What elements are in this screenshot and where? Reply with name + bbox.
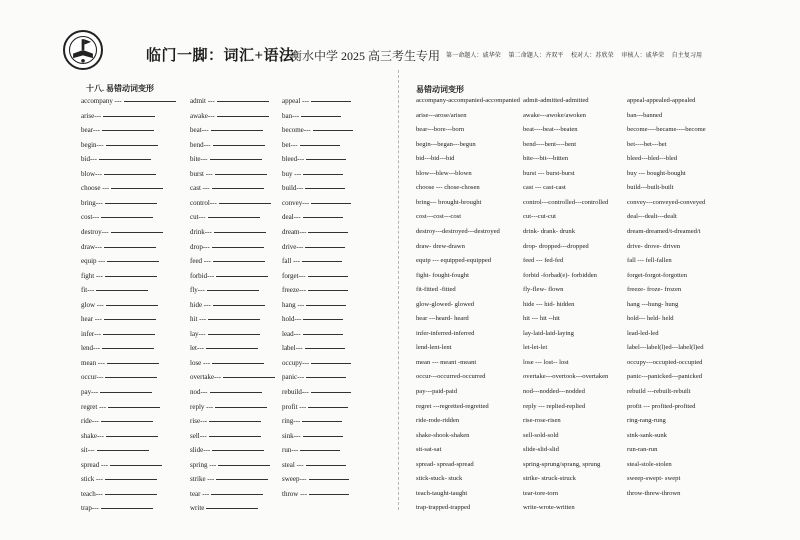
exercise-item: draw--- (81, 242, 156, 252)
exercise-item: sit--- (81, 445, 149, 455)
page-fold (398, 70, 399, 510)
exercise-item: nod--- (190, 387, 262, 397)
answer-item: forbid -forbad(e)- forbidden (523, 271, 597, 279)
answer-item: blow---blew---blown (416, 169, 472, 177)
exercise-item: blow--- (81, 169, 156, 179)
exercise-item: hit --- (190, 314, 260, 324)
exercise-item: throw --- (282, 489, 349, 499)
answer-item: shake-shook-shaken (416, 431, 470, 439)
author-credits (446, 50, 708, 59)
answer-item: trap-trapped-trapped (416, 504, 471, 512)
answer-item: spring-sprung/sprang, sprung (523, 460, 601, 468)
answer-item: ban---banned (627, 111, 663, 119)
answer-item: run-ran-run (627, 446, 658, 454)
exercise-item: let--- (190, 343, 258, 353)
answer-item: deal---dealt---dealt (627, 213, 677, 221)
answer-item: stick-stuck- stuck (416, 475, 463, 483)
exercise-item: infer--- (81, 329, 155, 339)
answer-item: hear ---heard- heard (416, 315, 469, 323)
answer-item: cast --- cast-cast (523, 184, 566, 192)
answer-item: bleed---bled---bled (627, 155, 678, 163)
answer-item: begin---began---begun (416, 140, 476, 148)
answer-item: write-wrote-written (523, 504, 575, 512)
exercise-item: occur--- (81, 372, 157, 382)
exercise-item: bite--- (190, 154, 262, 164)
exercise-item: trap--- (81, 503, 153, 513)
school-logo (63, 30, 103, 70)
answer-item: convey---conveyed-conveyed (627, 198, 706, 206)
exercise-item: choose --- (81, 183, 163, 193)
exercise-item: feed --- (190, 256, 265, 266)
exercise-item: ring--- (282, 416, 342, 426)
answer-item: regret ---regretted-regretted (416, 402, 489, 410)
answer-item: nod---nodded---nodded (523, 388, 585, 395)
exercise-item: fall --- (282, 256, 342, 266)
exercise-item: reply --- (190, 402, 267, 412)
exercise-item: build--- (282, 183, 345, 193)
answer-item: accompany-accompanied-accompanied (416, 97, 520, 104)
exercise-item: fit--- (81, 285, 148, 295)
answer-item: glow-glowed- glowed (416, 300, 475, 308)
exercise-item: cast --- (190, 183, 264, 193)
exercise-item: dream--- (282, 227, 348, 237)
exercise-item: arise--- (81, 111, 155, 121)
exercise-item: bear--- (81, 125, 154, 135)
answer-item: hide --- hid- hidden (523, 300, 575, 308)
answer-item: bring--- brought-brought (416, 198, 482, 206)
exercise-item: strike --- (190, 474, 268, 484)
answer-item: sell-sold-sold (523, 431, 559, 439)
answer-item: freeze- froze- frozen (627, 286, 682, 294)
school-label: 衡水中学 2025 高三考生专用 (290, 49, 441, 63)
exercise-item: panic--- (282, 372, 346, 382)
answer-item: bear---bore---born (416, 126, 465, 134)
answer-item: rebuild ---rebuilt-rebuilt (627, 388, 691, 395)
answer-item: throw-threw-thrown (627, 489, 681, 497)
answer-key-title: 易错动词变形 (416, 85, 464, 94)
answer-item: fall --- fell-fallen (627, 257, 672, 265)
answer-item: drive- drove- driven (627, 242, 681, 250)
exercise-item: bet--- (282, 140, 340, 150)
exercise-item: pay--- (81, 387, 152, 397)
exercise-title: 十八. 易错动词变形 (86, 84, 154, 93)
exercise-item: hear --- (81, 314, 156, 324)
answer-item: hit --- hit --hit (523, 315, 560, 323)
exercise-item: hold--- (282, 314, 343, 324)
answer-item: slide-slid-slid (523, 446, 559, 454)
answer-item: feed --- fed-fed (523, 257, 564, 265)
exercise-item: rebuild--- (282, 387, 351, 397)
answer-item: destroy---destroyed---destroyed (416, 228, 500, 235)
answer-item: lay-laid-laid-laying (523, 329, 574, 337)
answer-item: arise---arose/arisen (416, 111, 467, 119)
answer-item: appeal-appealed-appealed (627, 97, 696, 104)
exercise-item: label--- (282, 343, 345, 353)
answer-item: bite---bit---bitten (523, 155, 569, 163)
exercise-item: fly--- (190, 285, 259, 295)
answer-item: cut---cut-cut (523, 213, 556, 221)
exercise-item: lead--- (282, 329, 343, 339)
exercise-item: forget--- (282, 271, 348, 281)
credit-item: 校对人：苏欣荣 (571, 53, 614, 59)
exercise-item: equip --- (81, 256, 159, 266)
exercise-item: awake--- (190, 111, 269, 121)
credit-item: 第二命题人：齐双平 (508, 53, 564, 59)
answer-item: sweep-swept- swept (627, 475, 681, 483)
exercise-item: cut--- (190, 212, 260, 222)
exercise-item: slide--- (190, 445, 264, 455)
answer-item: lose --- lost-- lost (523, 358, 569, 366)
exercise-item: write (190, 503, 258, 513)
answer-item: ride-rode-ridden (416, 417, 460, 425)
answer-item: label---label(l)ed---label(l)ed (627, 344, 704, 352)
answer-item: drop- dropped---dropped (523, 242, 589, 250)
answer-item: build---built-built (627, 184, 674, 192)
exercise-item: become--- (282, 125, 353, 135)
exercise-item: sink--- (282, 431, 343, 441)
answer-item: profit --- profited-profited (627, 402, 696, 410)
answer-item: panic---panicked---panicked (627, 373, 703, 381)
exercise-item: appeal --- (282, 96, 351, 106)
exercise-item: overtake--- (190, 372, 275, 382)
answer-item: let-let-let (523, 344, 548, 352)
answer-item: infer-inferred-inferred (416, 329, 475, 337)
answer-item: admit-admitted-admitted (523, 97, 589, 104)
answer-item: hang ---hung- hung (627, 300, 679, 308)
answer-item: rise-rose-risen (523, 417, 561, 425)
answer-item: dream-dreamed/t-dreamed/t (627, 228, 701, 235)
exercise-item: shake--- (81, 431, 158, 441)
answer-item: steal-stole-stolen (627, 460, 672, 468)
exercise-item: mean --- (81, 358, 159, 368)
exercise-item: rise--- (190, 416, 261, 426)
exercise-item: deal--- (282, 212, 343, 222)
answer-item: awake---awoke/awoken (523, 111, 586, 119)
exercise-item: occupy--- (282, 358, 351, 368)
answer-item: fit-fitted -fitted (416, 286, 456, 294)
answer-item: teach-taught-taught (416, 489, 468, 497)
answer-item: cost---cost---cost (416, 213, 462, 221)
exercise-item: drop--- (190, 242, 264, 252)
exercise-item: lay--- (190, 329, 260, 339)
exercise-item: burst --- (190, 169, 267, 179)
exercise-item: tear --- (190, 489, 263, 499)
exercise-item: run--- (282, 445, 340, 455)
answer-item: fly-flew- flown (523, 286, 564, 294)
exercise-item: begin--- (81, 140, 158, 150)
exercise-item: beat--- (190, 125, 263, 135)
exercise-item: glow --- (81, 300, 158, 310)
exercise-item: spread --- (81, 460, 162, 470)
exercise-item: admit --- (190, 96, 269, 106)
exercise-item: bend--- (190, 140, 265, 150)
answer-item: burst --- burst-burst (523, 169, 575, 177)
exercise-item: lend--- (81, 343, 154, 353)
exercise-item: regret --- (81, 402, 160, 412)
answer-item: reply --- replied-replied (523, 402, 586, 410)
exercise-item: drink--- (190, 227, 266, 237)
answer-item: buy --- bought-bought (627, 169, 686, 177)
answer-item: drink- drank- drunk (523, 228, 576, 235)
exercise-item: drive--- (282, 242, 345, 252)
credit-item: 第一命题人：戚华荣 (446, 53, 501, 59)
exercise-item: destroy--- (81, 227, 163, 237)
exercise-item: teach--- (81, 489, 157, 499)
exercise-item: convey--- (282, 198, 351, 208)
exercise-item: buy --- (282, 169, 343, 179)
exercise-item: control--- (190, 198, 271, 208)
exercise-item: spring --- (190, 460, 270, 470)
exercise-item: accompany --- (81, 96, 176, 106)
answer-item: control---controlled---controlled (523, 198, 609, 206)
answer-item: sit-sat-sat (416, 446, 442, 454)
exercise-item: hang --- (282, 300, 346, 310)
exercise-item: hide --- (190, 300, 265, 310)
exercise-item: fight --- (81, 271, 157, 281)
exercise-item: ride--- (81, 416, 153, 426)
exercise-item: forbid--- (190, 271, 268, 281)
answer-item: pay---paid-paid (416, 388, 458, 395)
credit-item: 自主复习用 (671, 53, 703, 59)
answer-item: mean --- meant -meant (416, 358, 477, 366)
exercise-item: ban--- (282, 111, 341, 121)
answer-item: lead-led-led (627, 329, 659, 337)
answer-item: bid---bid---bid (416, 155, 455, 163)
answer-item: spread- spread-spread (416, 460, 474, 468)
answer-item: bet----bet---bet (627, 140, 667, 148)
answer-item: ring-rang-rung (627, 417, 666, 425)
answer-item: draw- drew-drawn (416, 242, 465, 250)
exercise-item: bleed--- (282, 154, 346, 164)
answer-item: sink-sank-sunk (627, 431, 667, 439)
answer-item: strike- struck-struck (523, 475, 576, 483)
answer-item: tear-tore-torn (523, 489, 559, 497)
exercise-item: lose --- (190, 358, 264, 368)
exercise-item: profit --- (282, 402, 348, 412)
answer-item: hold--- held- held (627, 315, 674, 323)
answer-item: bend----bent----bent (523, 140, 577, 148)
answer-item: overtake---overtook---overtaken (523, 373, 609, 381)
exercise-item: sell--- (190, 431, 261, 441)
answer-item: lend-lent-lent (416, 344, 452, 352)
exercise-item: steal --- (282, 460, 346, 470)
exercise-item: stick --- (81, 474, 157, 484)
exercise-item: sweep--- (282, 474, 349, 484)
answer-item: forget-forgot-forgotten (627, 271, 688, 279)
worksheet-title: 临门一脚：词汇+语法 (146, 48, 295, 64)
answer-item: become----became----become (627, 126, 706, 134)
answer-item: occupy---occupied-occupied (627, 358, 703, 366)
answer-item: beat----beat---beaten (523, 126, 578, 134)
exercise-item: bring--- (81, 198, 157, 208)
answer-item: choose --- chose-chosen (416, 184, 480, 192)
exercise-item: freeze--- (282, 285, 348, 295)
exercise-item: bid--- (81, 154, 151, 164)
answer-item: fight- fought-fought (416, 271, 469, 279)
exercise-item: cost--- (81, 212, 153, 222)
answer-item: occur---occurred-occurred (416, 373, 486, 381)
answer-item: equip --- equipped-equipped (416, 257, 492, 265)
credit-item: 审核人：戚华荣 (621, 53, 665, 59)
